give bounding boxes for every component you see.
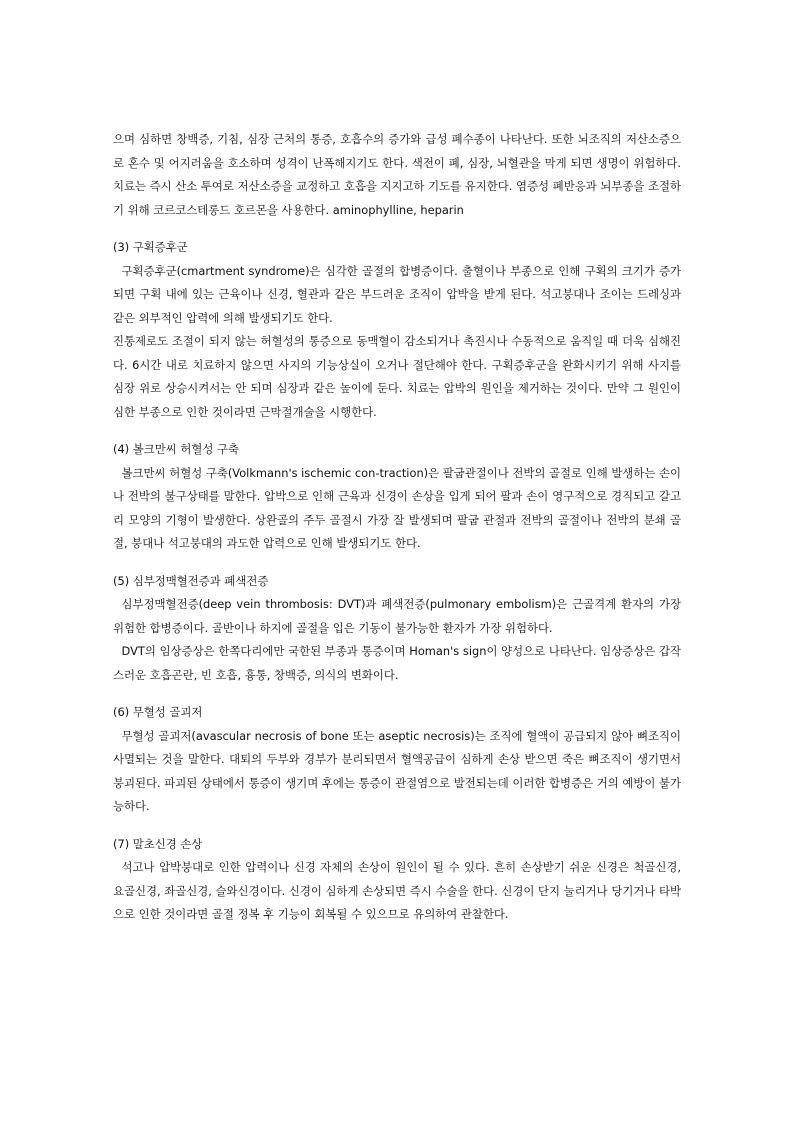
section-dvt-embolism — [113, 570, 681, 688]
section-heading: (5) 심부정맥혈전증과 폐색전증 — [113, 573, 269, 588]
paragraph: 구획증후군(cmartment syndrome)은 심각한 골절의 합병증이다. 출혈이나 부종으로 인해 구획의 크기가 증가되면 구획 내에 있는 근육이나 신경, 혈관과 같은 부드러운 조직이 압박을 받게 된다. 석고붕대나 조이는 드레싱과 같은 외부적인 압력에 의해 발생되기도 한다. — [113, 263, 681, 325]
section-heading: (3) 구획증후군 — [113, 240, 188, 254]
section-peripheral-nerve — [113, 833, 681, 927]
paragraph: 진통제로도 조절이 되지 않는 허혈성의 통증으로 동맥혈이 감소되거나 촉진시나 수동적으로 움직일 때 더욱 심해진다. 6시간 내로 치료하지 않으면 사지의 기능상실이 오거나 절단해야 한다. 구획증후군을 완화시키기 위해 사지를 심장 위로 상승시켜서는 안 되며 심장과 같은 높이에 둔다. 치료는 압박의 원인을 제거하는 것이다. 만약 그 원인이 심한 부종으로 인한 것이라면 근막절개술을 시행한다. — [113, 334, 681, 419]
paragraph: 석고나 압박붕대로 인한 압력이나 신경 자체의 손상이 원인이 될 수 있다. 흔히 손상받기 쉬운 신경은 척골신경, 요골신경, 좌골신경, 슬와신경이다. 신경이 심하게 손상되면 즉시 수술을 한다. 신경이 단지 눌리거나 당기거나 타박으로 인한 것이라면 골절 정복 후 기능이 회복될 수 있으므로 유의하여 관찰한다. — [113, 860, 681, 921]
document-page — [113, 128, 681, 927]
section-volkmann-contracture — [113, 438, 681, 556]
section-heading: (7) 말초신경 손상 — [113, 836, 203, 851]
section-compartment-syndrome — [113, 236, 681, 424]
section-avascular-necrosis — [113, 701, 681, 819]
paragraph: 심부정맥혈전증(deep vein thrombosis: DVT)과 폐색전증(pulmonary embolism)은 근골격계 환자의 가장 위험한 합병증이다. 골반이나 하지에 골절을 입은 기동이 불가능한 환자가 가장 위험하다. — [113, 597, 681, 635]
intro-paragraph: 으며 심하면 창백증, 기침, 심장 근처의 통증, 호흡수의 증가와 급성 폐수종이 나타난다. 또한 뇌조직의 저산소증으로 혼수 및 어지러움을 호소하며 성격이 난폭해지기도 한다. 색전이 폐, 심장, 뇌혈관을 막게 되면 생명이 위험하다. 치료는 즉시 산소 투여로 저산소증을 교정하고 호흡을 지지고하 기도를 유지한다. 염증성 폐반응과 뇌부종을 조절하기 위해 코르코스테롱드 호르몬을 사용한다. aminophylline, heparin — [113, 132, 681, 217]
paragraph: 무혈성 골괴저(avascular necrosis of bone 또는 aseptic necrosis)는 조직에 혈액이 공급되지 않아 뼈조직이 사멸되는 것을 말한다. 대퇴의 두부와 경부가 분리되면서 혈액공급이 심하게 손상 받으면 죽은 뼈조직이 생기면서 붕괴된다. 파괴된 상태에서 통증이 생기며 후에는 통증이 관절염으로 발전되는데 이러한 합병증은 거의 예방이 불가능하다. — [113, 728, 681, 813]
paragraph: DVT의 임상증상은 한쪽다리에만 국한된 부종과 통증이며 Homan's sign이 양성으로 나타난다. 임상증상은 갑작스러운 호흡곤란, 빈 호흡, 흉통, 창백증, 의식의 변화이다. — [113, 644, 681, 682]
section-heading: (4) 볼크만씨 허혈성 구축 — [113, 442, 240, 456]
paragraph: 볼크만씨 허혈성 구축(Volkmann's ischemic con-traction)은 팔굽관절이나 전박의 골절로 인해 발생하는 손이나 전박의 불구상태를 말한다. 압박으로 인해 근육과 신경이 손상을 입게 되어 팔과 손이 영구적으로 경직되고 갈고리 모양의 기형이 발생한다. 상완골의 주두 골절시 가장 잘 발생되며 팔굽 관절과 전박의 골절이나 전박의 분쇄 골절, 붕대나 석고붕대의 과도한 압력으로 인해 발생되기도 한다. — [113, 465, 681, 550]
section-heading: (6) 무혈성 골괴저 — [113, 705, 203, 719]
